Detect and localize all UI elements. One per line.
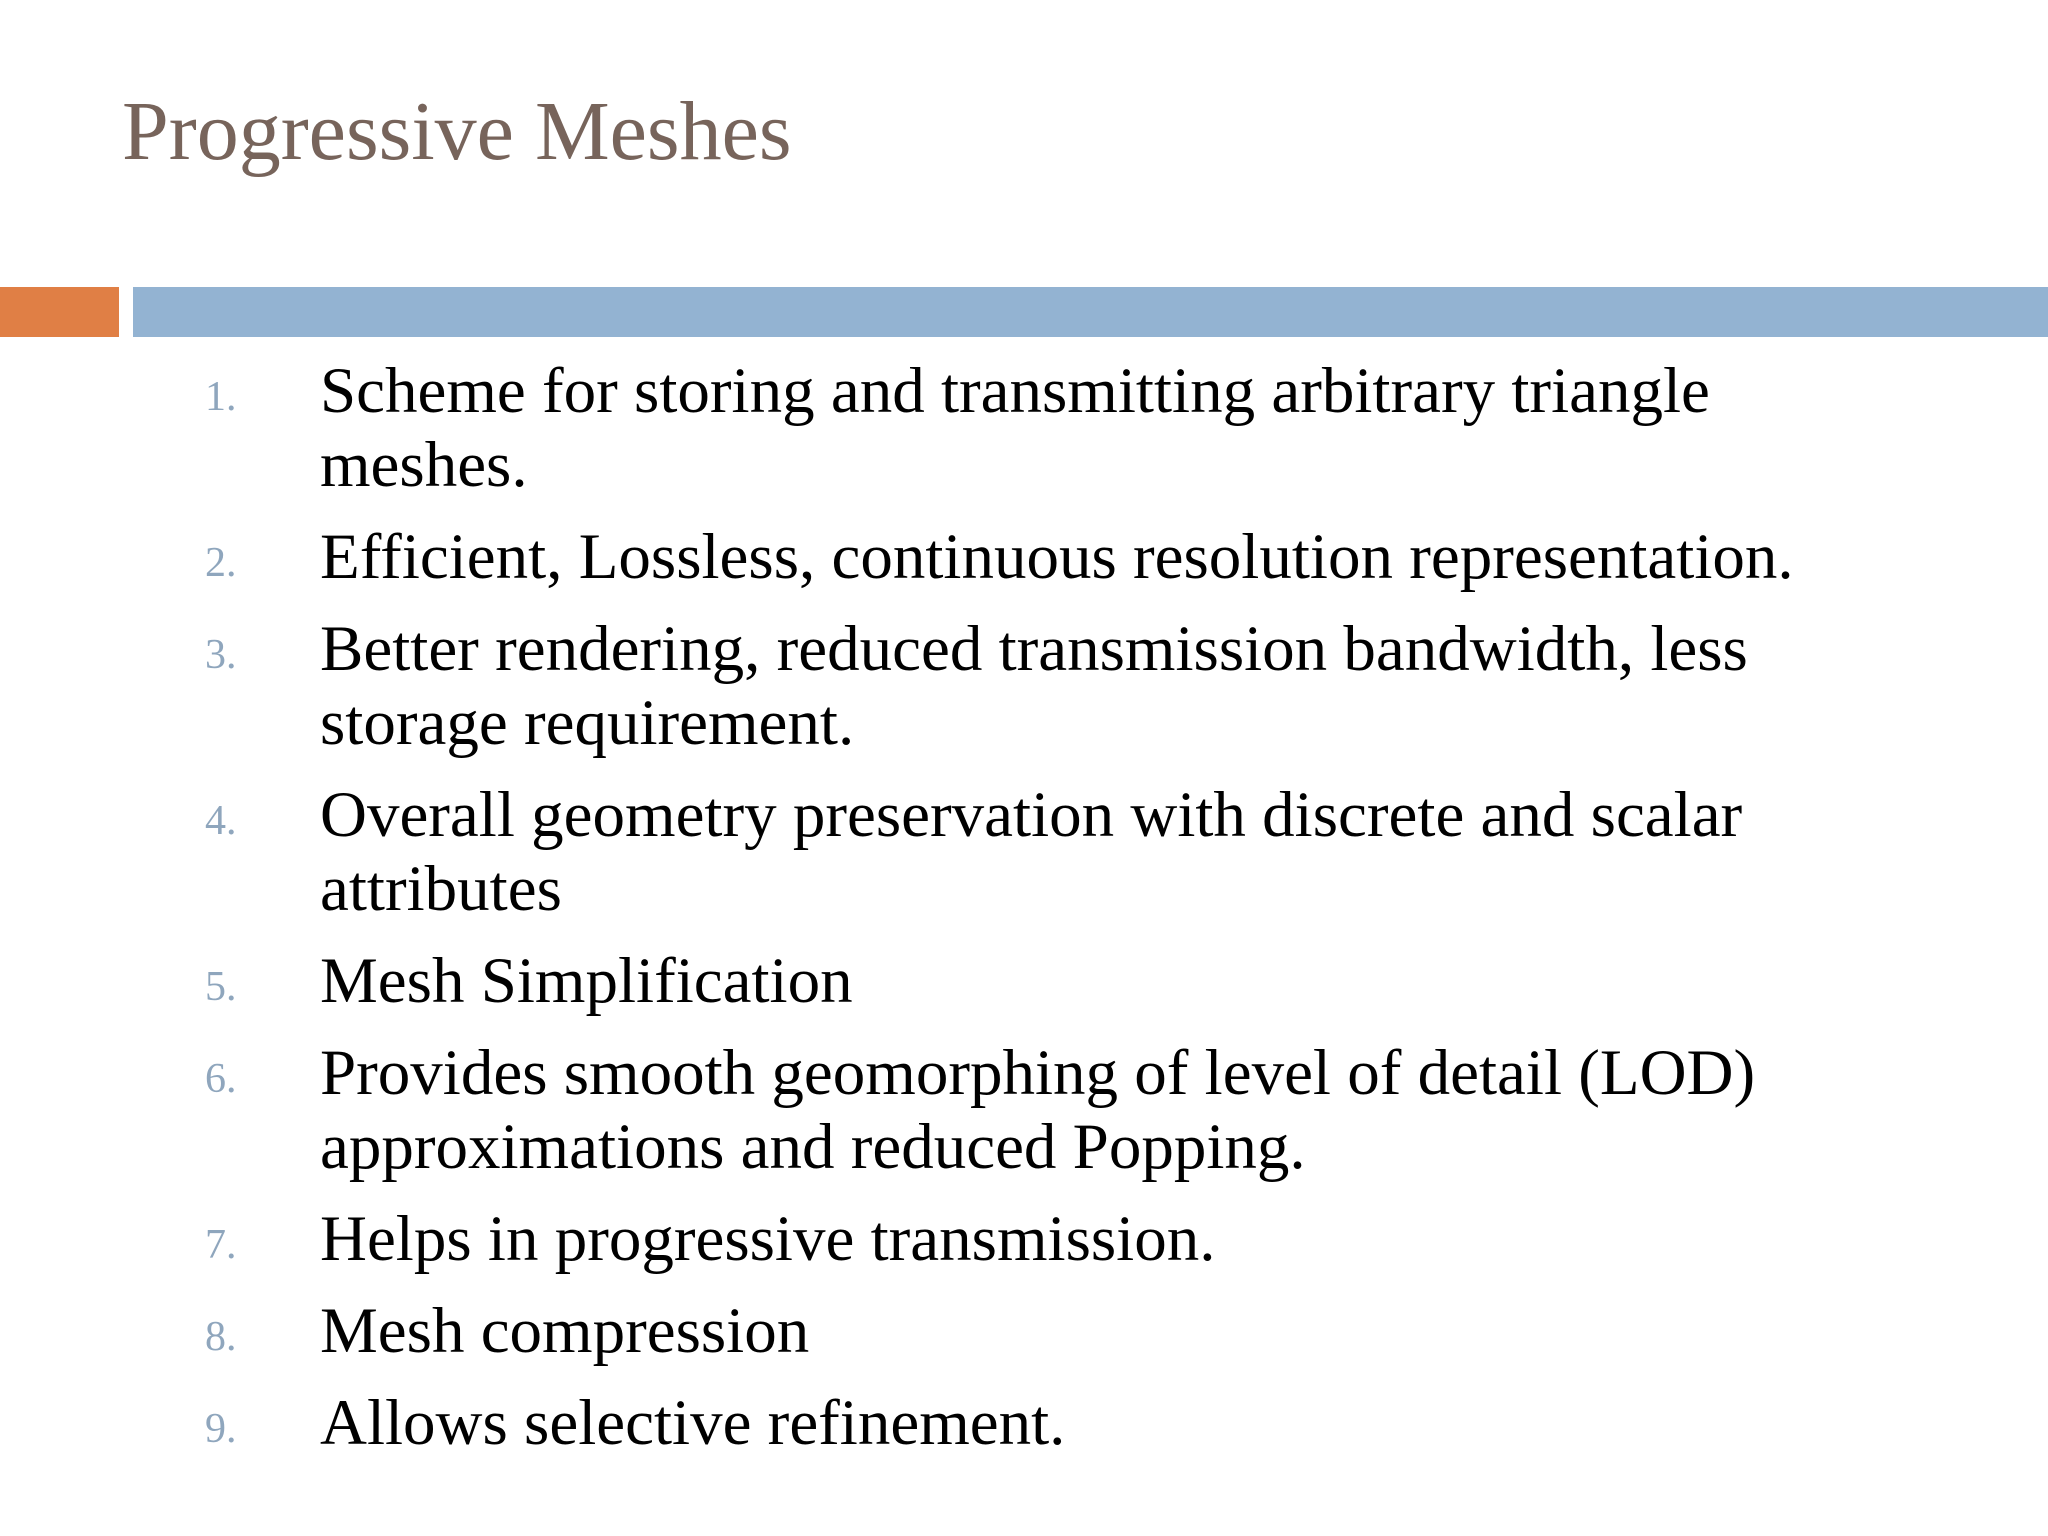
list-item-number: 8. bbox=[205, 1314, 237, 1360]
list-item-text: Mesh compression bbox=[320, 1295, 810, 1367]
slide-title: Progressive Meshes bbox=[122, 85, 792, 178]
accent-bar-blue bbox=[133, 287, 2048, 337]
list-item bbox=[0, 1294, 2048, 1368]
list-item-text: Efficient, Lossless, continuous resolution representation. bbox=[320, 521, 1794, 593]
list-item bbox=[0, 778, 2048, 926]
list-item-number: 2. bbox=[205, 540, 237, 586]
list-item-text: Mesh Simplification bbox=[320, 945, 853, 1017]
list-item bbox=[0, 612, 2048, 760]
list-item bbox=[0, 520, 2048, 594]
accent-bar-orange bbox=[0, 287, 119, 337]
list-item-number: 3. bbox=[205, 632, 237, 678]
list-item-text: Scheme for storing and transmitting arbitrary triangle meshes. bbox=[320, 355, 1710, 501]
list-item-text: Allows selective refinement. bbox=[320, 1387, 1066, 1459]
list-item-number: 9. bbox=[205, 1406, 237, 1452]
list-item-number: 1. bbox=[205, 374, 237, 420]
list-item-text: Helps in progressive transmission. bbox=[320, 1203, 1216, 1275]
list-item-number: 4. bbox=[205, 798, 237, 844]
list-item bbox=[0, 354, 2048, 502]
list-item-number: 7. bbox=[205, 1222, 237, 1268]
list-item bbox=[0, 1386, 2048, 1460]
list-item bbox=[0, 944, 2048, 1018]
list-item bbox=[0, 1202, 2048, 1276]
list-item-number: 5. bbox=[205, 964, 237, 1010]
list-item-text: Overall geometry preservation with discrete and scalar attributes bbox=[320, 779, 1743, 925]
list-item-number: 6. bbox=[205, 1056, 237, 1102]
bullet-list bbox=[0, 354, 2048, 1478]
list-item bbox=[0, 1036, 2048, 1184]
list-item-text: Better rendering, reduced transmission bandwidth, less storage requirement. bbox=[320, 613, 1748, 759]
list-item-text: Provides smooth geomorphing of level of detail (LOD) approximations and reduced Popping. bbox=[320, 1037, 1756, 1183]
